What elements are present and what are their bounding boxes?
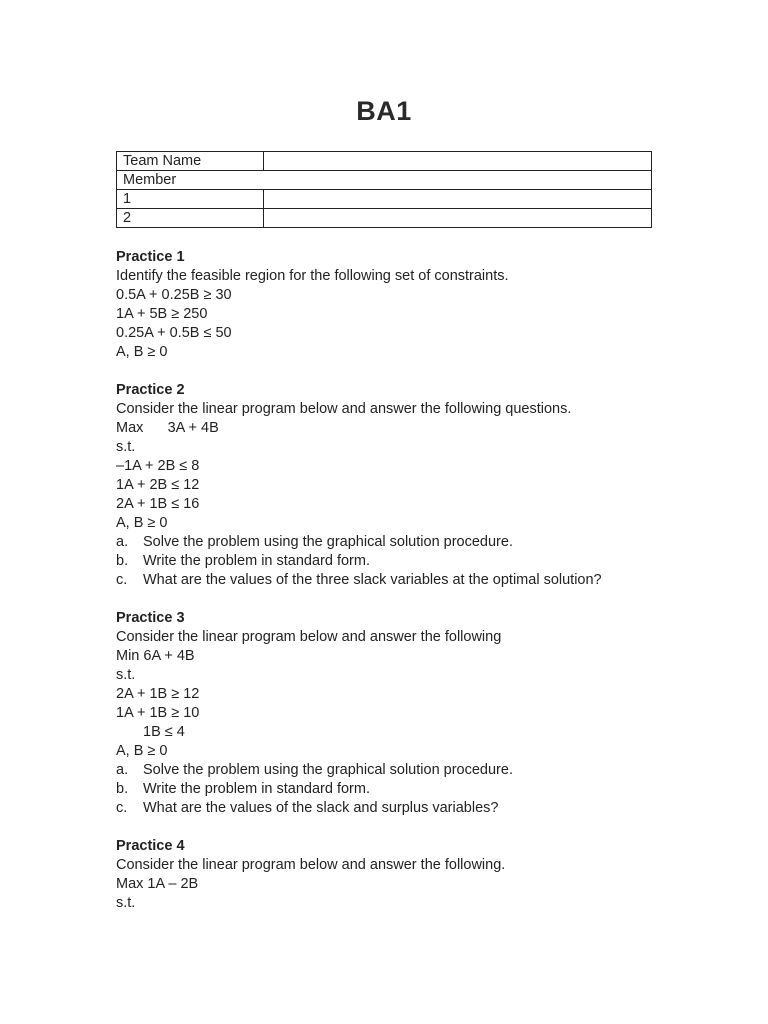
table-row (117, 209, 652, 228)
practice-content (116, 248, 716, 913)
constraint-line: 1A + 1B ≥ 10 (116, 705, 200, 721)
team-table (116, 151, 652, 228)
question-label: c. (116, 572, 128, 588)
team-name-field[interactable] (264, 152, 652, 171)
question-text: What are the values of the slack and surplus variables? (143, 800, 499, 816)
st-line: s.t. (116, 667, 136, 683)
question-label: b. (116, 781, 129, 797)
question-label: b. (116, 553, 129, 569)
page-title: BA1 (356, 96, 412, 126)
question-text: Write the problem in standard form. (143, 781, 370, 797)
constraint-line: 0.5A + 0.25B ≥ 30 (116, 287, 232, 303)
question-item (116, 552, 716, 571)
practice-2-heading: Practice 2 (116, 382, 185, 398)
question-item (116, 761, 716, 780)
constraint-line: 2A + 1B ≤ 16 (116, 496, 200, 512)
question-text: Solve the problem using the graphical solution procedure. (143, 762, 513, 778)
practice-3-intro: Consider the linear program below and answer the following (116, 629, 502, 645)
member-1-field[interactable] (264, 190, 652, 209)
practice-2-intro: Consider the linear program below and answer the following questions. (116, 401, 572, 417)
question-label: c. (116, 800, 128, 816)
objective-line: Min 6A + 4B (116, 648, 195, 664)
constraint-line: 2A + 1B ≥ 12 (116, 686, 200, 702)
objective-line: Max 1A – 2B (116, 876, 199, 892)
table-row (117, 190, 652, 209)
question-item (116, 780, 716, 799)
practice-1-heading: Practice 1 (116, 249, 185, 265)
constraint-line: A, B ≥ 0 (116, 515, 168, 531)
question-text: What are the values of the three slack variables at the optimal solution? (143, 572, 602, 588)
constraint-line: A, B ≥ 0 (116, 344, 168, 360)
question-item (116, 571, 716, 590)
practice-4-intro: Consider the linear program below and answer the following. (116, 857, 506, 873)
practice-4-heading: Practice 4 (116, 838, 185, 854)
table-row (117, 152, 652, 171)
objective-line: Max 3A + 4B (116, 420, 219, 436)
constraint-line: 1A + 5B ≥ 250 (116, 306, 208, 322)
constraint-line: 1A + 2B ≤ 12 (116, 477, 200, 493)
question-item (116, 533, 716, 552)
question-text: Solve the problem using the graphical solution procedure. (143, 534, 513, 550)
constraint-line: 0.25A + 0.5B ≤ 50 (116, 325, 232, 341)
table-cell-label: 1 (117, 190, 264, 209)
table-cell-label: Member (117, 171, 652, 190)
practice-1-intro: Identify the feasible region for the following set of constraints. (116, 268, 509, 284)
st-line: s.t. (116, 895, 136, 911)
practice-3-heading: Practice 3 (116, 610, 185, 626)
question-item (116, 799, 716, 818)
question-label: a. (116, 762, 129, 778)
constraint-line: A, B ≥ 0 (116, 743, 168, 759)
table-cell-label: 2 (117, 209, 264, 228)
constraint-line: –1A + 2B ≤ 8 (116, 458, 200, 474)
table-cell-label: Team Name (117, 152, 264, 171)
st-line: s.t. (116, 439, 136, 455)
question-text: Write the problem in standard form. (143, 553, 370, 569)
question-label: a. (116, 534, 129, 550)
member-2-field[interactable] (264, 209, 652, 228)
constraint-line: 1B ≤ 4 (143, 724, 185, 740)
table-row (117, 171, 652, 190)
